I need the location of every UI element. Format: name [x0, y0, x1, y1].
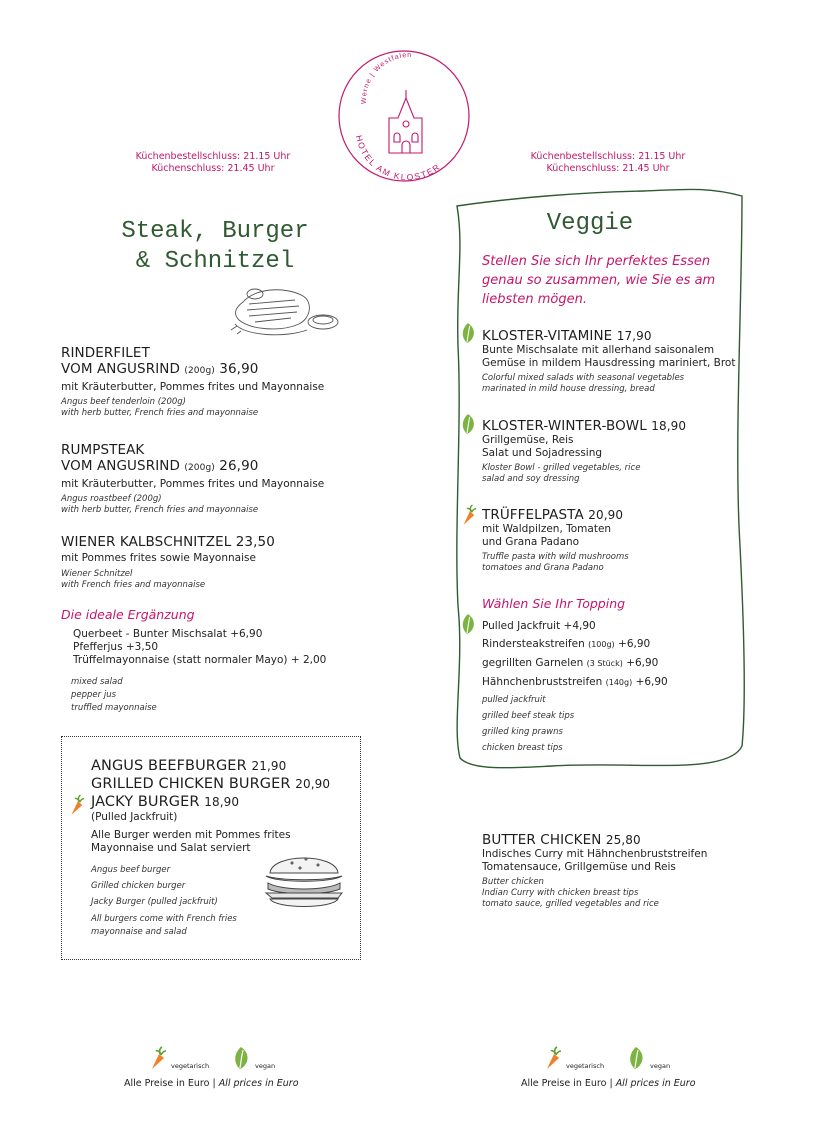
leaf-icon — [459, 413, 477, 435]
item-description: Tomatensauce, Grillgemüse und Reis — [482, 861, 676, 873]
hours-line: Küchenbestellschluss: 21.15 Uhr — [135, 151, 291, 162]
legend-vegan: vegan — [650, 1062, 671, 1070]
menu-item-rinderfilet — [61, 345, 361, 419]
item-english: with herb butter, French fries and mayonnaise — [61, 408, 259, 418]
item-title: TRÜFFELPASTA 20,90 — [482, 507, 624, 523]
burger-illustration — [262, 843, 346, 913]
footer-de: Alle Preise in Euro — [521, 1078, 607, 1089]
burger-english: All burgers come with French fries — [91, 914, 237, 924]
topping-item: gegrillten Garnelen (3 Stück) +6,90 — [482, 657, 659, 669]
burger-english: Jacky Burger (pulled jackfruit) — [91, 897, 218, 907]
footer-en: All prices in Euro — [218, 1078, 299, 1089]
item-description: Indisches Curry mit Hähnchenbruststreifen — [482, 848, 708, 860]
right-opening-hours — [493, 151, 723, 175]
item-title: RINDERFILET — [61, 345, 150, 361]
footer-sep: | — [609, 1078, 613, 1089]
item-english: with herb butter, French fries and mayonnaise — [61, 505, 259, 515]
steak-illustration — [225, 280, 343, 342]
burger-item: GRILLED CHICKEN BURGER 20,90 — [91, 776, 331, 792]
item-title: RUMPSTEAK — [61, 442, 145, 458]
topping-english: grilled king prawns — [482, 727, 563, 737]
footer-prices-left — [124, 1078, 299, 1089]
extras-heading: Die ideale Ergänzung — [61, 607, 195, 622]
veggie-intro — [482, 252, 742, 309]
item-title: KLOSTER-WINTER-BOWL 18,90 — [482, 418, 687, 434]
item-english: Angus beef tenderloin (200g) — [61, 397, 186, 407]
topping-item: Hähnchenbruststreifen (140g) +6,90 — [482, 676, 668, 688]
extra-item: Trüffelmayonnaise (statt normaler Mayo) + 2,00 — [73, 654, 327, 666]
item-description: Bunte Mischsalate mit allerhand saisonalem — [482, 344, 715, 356]
hours-line: Küchenschluss: 21.45 Uhr — [546, 163, 670, 174]
topping-item: Rindersteakstreifen (100g) +6,90 — [482, 638, 651, 650]
hours-line: Küchenbestellschluss: 21.15 Uhr — [530, 151, 686, 162]
item-description: Grillgemüse, Reis — [482, 434, 574, 446]
intro-line: liebsten mögen. — [482, 292, 587, 307]
item-english: Indian Curry with chicken breast tips — [482, 888, 639, 898]
item-title-line2: VOM ANGUSRIND (200g) 36,90 — [61, 361, 259, 377]
legend-vegetarian: vegetarisch — [566, 1062, 605, 1070]
extra-english: truffled mayonnaise — [71, 703, 157, 713]
carrot-icon — [459, 504, 477, 526]
svg-text:Werne | Westfalen: Werne | Westfalen — [360, 51, 413, 105]
heading-line: Steak, Burger — [121, 218, 309, 245]
hours-line: Küchenschluss: 21.45 Uhr — [151, 163, 275, 174]
menu-item-kloster-winter-bowl — [482, 418, 752, 485]
item-english: Truffle pasta with wild mushrooms — [482, 552, 629, 562]
item-english: Colorful mixed salads with seasonal vegetables — [482, 373, 685, 383]
menu-item-kloster-vitamine — [482, 328, 752, 395]
legend-right — [540, 1046, 700, 1072]
carrot-icon — [147, 1046, 167, 1070]
menu-item-trueffelpasta — [482, 507, 752, 574]
carrot-icon — [67, 794, 85, 816]
topping-list — [482, 617, 742, 756]
item-english: Butter chicken — [482, 877, 544, 887]
legend-vegan: vegan — [255, 1062, 276, 1070]
topping-english: chicken breast tips — [482, 743, 563, 753]
item-english: salad and soy dressing — [482, 474, 580, 484]
burger-description: Alle Burger werden mit Pommes frites — [91, 829, 291, 841]
menu-item-rumpsteak — [61, 442, 361, 516]
item-english: Kloster Bowl - grilled vegetables, rice — [482, 463, 641, 473]
item-description: mit Waldpilzen, Tomaten — [482, 523, 612, 535]
item-english: Wiener Schnitzel — [61, 569, 133, 579]
item-description: Gemüse in mildem Hausdressing mariniert, Brot — [482, 357, 736, 369]
leaf-icon — [459, 322, 477, 344]
carrot-icon — [542, 1046, 562, 1070]
topping-english: grilled beef steak tips — [482, 711, 575, 721]
menu-item-wiener-schnitzel — [61, 534, 361, 591]
item-description: und Grana Padano — [482, 536, 580, 548]
item-title: WIENER KALBSCHNITZEL 23,50 — [61, 534, 275, 550]
legend-vegetarian: vegetarisch — [171, 1062, 210, 1070]
hotel-logo — [336, 48, 472, 184]
item-title: KLOSTER-VITAMINE 17,90 — [482, 328, 652, 344]
legend-left — [145, 1046, 305, 1072]
item-english: marinated in mild house dressing, bread — [482, 384, 655, 394]
burger-english: Grilled chicken burger — [91, 881, 186, 891]
extras-list — [73, 628, 373, 667]
burger-item: ANGUS BEEFBURGER 21,90 — [91, 758, 287, 774]
section-heading-steak — [90, 217, 340, 277]
jacky-note: (Pulled Jackfruit) — [91, 811, 178, 823]
svg-text:HOTEL AM KLOSTER: HOTEL AM KLOSTER — [353, 134, 443, 183]
footer-de: Alle Preise in Euro — [124, 1078, 210, 1089]
topping-item: Pulled Jackfruit +4,90 — [482, 620, 596, 632]
intro-line: genau so zusammen, wie Sie es am — [482, 273, 716, 288]
item-english: Angus roastbeef (200g) — [61, 494, 162, 504]
topping-english: pulled jackfruit — [482, 695, 546, 705]
item-title-line2: VOM ANGUSRIND (200g) 26,90 — [61, 458, 259, 474]
burger-english: mayonnaise and salad — [91, 927, 187, 937]
footer-en: All prices in Euro — [615, 1078, 696, 1089]
leaf-icon — [231, 1046, 251, 1070]
heading-line: & Schnitzel — [135, 248, 295, 275]
item-english: with French fries and mayonnaise — [61, 580, 206, 590]
burger-english: Angus beef burger — [91, 865, 171, 875]
leaf-icon — [626, 1046, 646, 1070]
item-english: tomato sauce, grilled vegetables and rice — [482, 899, 659, 909]
item-description: mit Kräuterbutter, Pommes frites und Mayonnaise — [61, 381, 325, 393]
item-title: BUTTER CHICKEN 25,80 — [482, 832, 641, 848]
footer-prices-right — [521, 1078, 696, 1089]
extra-english: pepper jus — [71, 690, 117, 700]
extra-item: Pfefferjus +3,50 — [73, 641, 159, 653]
left-opening-hours — [98, 151, 328, 175]
item-english: tomatoes and Grana Padano — [482, 563, 604, 573]
leaf-icon — [459, 613, 477, 635]
item-description: mit Kräuterbutter, Pommes frites und Mayonnaise — [61, 478, 325, 490]
extra-item: Querbeet - Bunter Mischsalat +6,90 — [73, 628, 263, 640]
menu-item-butter-chicken — [482, 832, 782, 910]
extra-english: mixed salad — [71, 677, 123, 687]
topping-heading: Wählen Sie Ihr Topping — [482, 596, 626, 611]
section-heading-veggie: Veggie — [546, 210, 634, 237]
extras-english — [71, 676, 157, 715]
intro-line: Stellen Sie sich Ihr perfektes Essen — [482, 254, 711, 269]
item-description: Salat und Sojadressing — [482, 447, 603, 459]
item-description: mit Pommes frites sowie Mayonnaise — [61, 552, 256, 564]
burger-description: Mayonnaise und Salat serviert — [91, 842, 251, 854]
footer-sep: | — [212, 1078, 216, 1089]
burger-item: JACKY BURGER 18,90 — [91, 794, 240, 810]
